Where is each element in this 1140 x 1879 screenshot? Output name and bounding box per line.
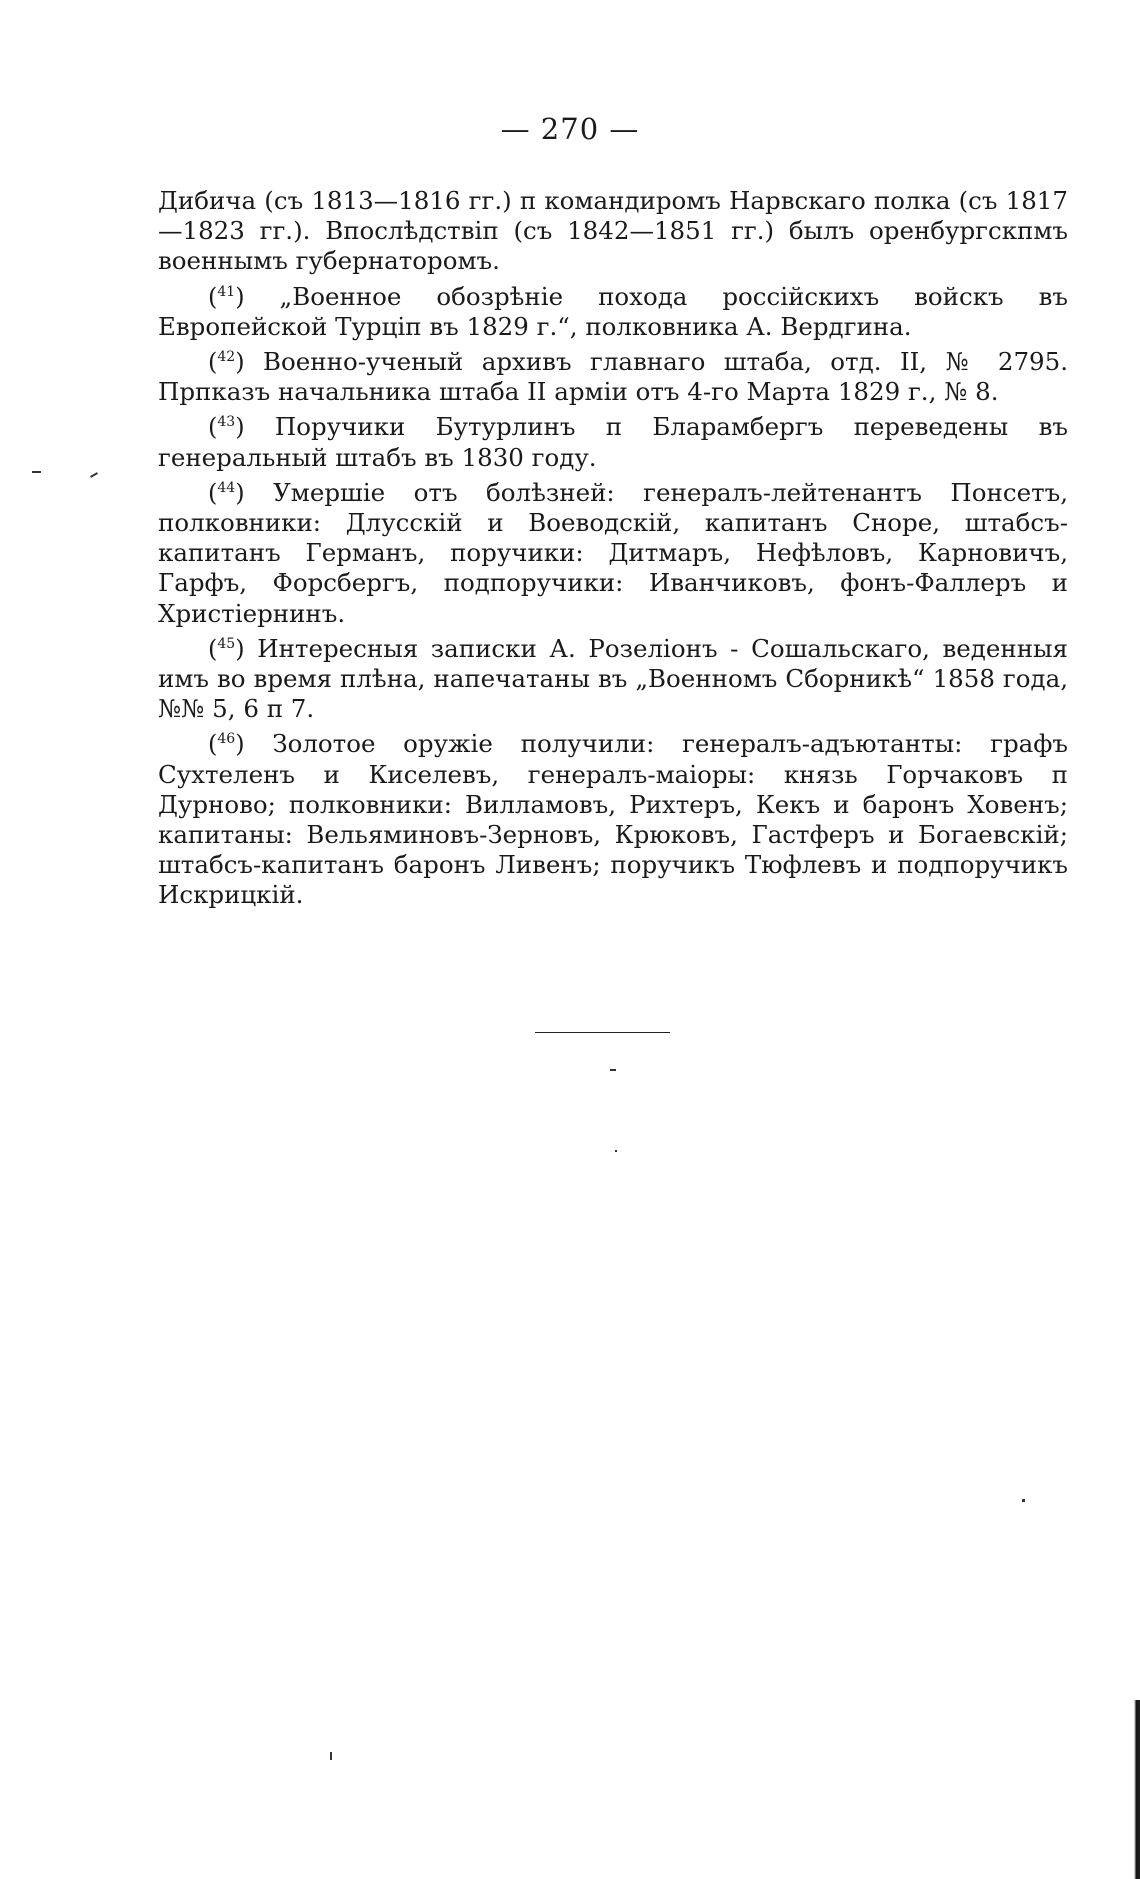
footnote-text: Поручики Бутурлинъ п Бларамбергъ переведены въ генеральный штабъ въ 1830 году. <box>158 412 1068 472</box>
end-rule <box>535 1032 670 1033</box>
footnote-text: Интересныя записки А. Розеліонъ - Сошальскаго, веденныя имъ во время плѣна, напечатаны въ „Военномъ Сборникѣ“ 1858 года, №№ 5, 6 п 7. <box>158 633 1068 724</box>
footnote-42 <box>158 342 1068 407</box>
footnote-number: ($^{42}$) <box>208 348 245 377</box>
scan-speck <box>90 472 98 478</box>
scan-edge <box>1134 1700 1140 1879</box>
footnote-text: Умершіе отъ болѣзней: генералъ-лейтенантъ Понсетъ, полковники: Длусскій и Воеводскій, капитанъ Сноре, штабсъ-капитанъ Германъ, поручики: Дитмаръ, Нефѣловъ, Карновичъ, Гарфъ, Форсбергъ, подпоручики: Иванчиковъ, фонъ-Фаллеръ и Христіернинъ. <box>158 477 1068 628</box>
footnote-43 <box>158 407 1068 472</box>
footnote-number: ($^{41}$) <box>208 282 245 311</box>
scan-speck <box>615 1150 617 1152</box>
footnote-number: ($^{46}$) <box>208 730 245 759</box>
footnote-text: Золотое оружіе получили: генералъ-адъютанты: графъ Сухтеленъ и Киселевъ, генералъ-маіоры: князь Горчаковъ п Дурново; полковники: Вилламовъ, Рихтеръ, Кекъ и баронъ Ховенъ; капитаны: Вельяминовъ-Зерновъ, Крюковъ, Гастферъ и Богаевскій; штабсъ-капитанъ баронъ Ливенъ; поручикъ Тюфлевъ и подпоручикъ Искрицкій. <box>158 729 1068 910</box>
footnote-number: ($^{44}$) <box>208 478 245 507</box>
scan-speck <box>1022 1499 1025 1502</box>
body-text <box>158 186 1068 911</box>
scan-speck <box>32 471 41 473</box>
footnote-text: „Военное обозрѣніе похода россійскихъ войскъ въ Европейской Турціп въ 1829 г.“, полковника А. Вердгина. <box>158 281 1068 341</box>
scan-speck <box>330 1752 332 1760</box>
scan-speck <box>610 1069 616 1071</box>
footnote-45 <box>158 629 1068 725</box>
footnote-number: ($^{43}$) <box>208 413 245 442</box>
footnote-44 <box>158 473 1068 629</box>
footnote-text: Военно-ученый архивъ главнаго штаба, отд. II, № 2795. Прпказъ начальника штаба II арміи отъ 4-го Марта 1829 г., № 8. <box>158 347 1068 407</box>
page-number: — 270 — <box>500 112 640 146</box>
footnote-number: ($^{45}$) <box>208 634 245 663</box>
continuation-paragraph: Дибича (съ 1813—1816 гг.) п командиромъ Нарвскаго полка (съ 1817—1823 гг.). Впослѣдствіп (съ 1842—1851 гг.) былъ оренбургскпмъ военнымъ губернаторомъ. <box>158 186 1068 276</box>
footnote-46 <box>158 724 1068 910</box>
footnote-41 <box>158 277 1068 342</box>
